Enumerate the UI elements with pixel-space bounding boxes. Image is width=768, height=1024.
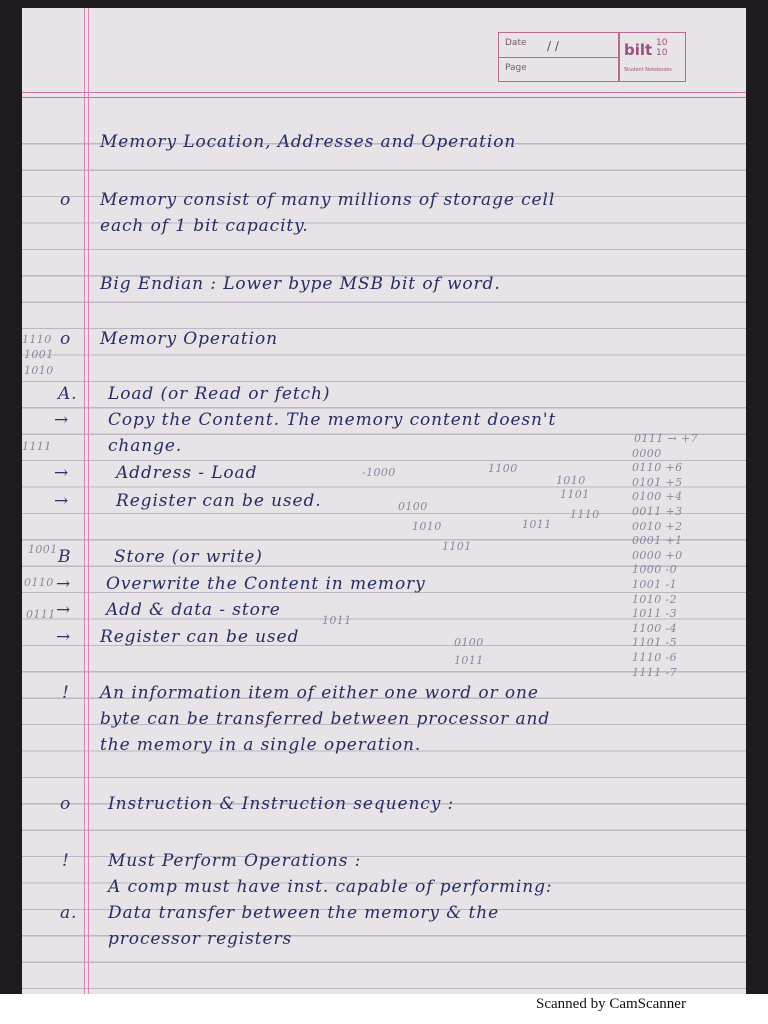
note-marker: → bbox=[54, 410, 70, 430]
binary-table-row: 0011 +3 bbox=[632, 505, 683, 518]
binary-table-row: 1011 -3 bbox=[632, 607, 678, 621]
note-marker: o bbox=[60, 794, 72, 814]
note-line: byte can be transferred between processor and bbox=[100, 709, 551, 729]
note-line: Add & data - store bbox=[106, 600, 281, 620]
note-line: the memory in a single operation. bbox=[100, 735, 422, 755]
note-line: Must Perform Operations : bbox=[108, 851, 362, 871]
binary-table-row: 0010 +2 bbox=[632, 519, 683, 533]
scanner-border-top bbox=[0, 0, 768, 8]
note-line: Address - Load bbox=[116, 463, 258, 483]
note-marker: B bbox=[58, 547, 72, 567]
margin-binary-note: 1001 bbox=[28, 543, 58, 556]
brand-tag: 10 10 bbox=[656, 38, 668, 58]
scanner-border-right bbox=[746, 0, 768, 994]
note-line: Overwrite the Content in memory bbox=[106, 574, 426, 594]
binary-table-row: 0100 +4 bbox=[632, 490, 683, 504]
binary-table-row: 1000 -0 bbox=[632, 563, 678, 577]
note-line: Instruction & Instruction sequency : bbox=[108, 794, 455, 814]
scratch-binary-note: 1101 bbox=[442, 540, 472, 553]
header-rule-2 bbox=[22, 97, 746, 98]
note-marker: → bbox=[56, 600, 72, 620]
margin-binary-note: 1110 bbox=[22, 333, 52, 346]
brand-name: bilt bbox=[624, 41, 653, 59]
note-line: each of 1 bit capacity. bbox=[100, 216, 309, 236]
note-marker: A. bbox=[58, 384, 78, 404]
note-line: Load (or Read or fetch) bbox=[108, 384, 331, 404]
scanner-watermark: Scanned by CamScanner bbox=[536, 996, 686, 1012]
margin-binary-note: 0111 bbox=[26, 608, 56, 621]
scratch-binary-note: 0100 bbox=[454, 636, 484, 649]
brand-subtitle: Student Notebooks bbox=[624, 67, 672, 73]
note-line: A comp must have inst. capable of performing: bbox=[108, 877, 553, 897]
note-marker: a. bbox=[60, 903, 78, 923]
binary-table-row: 1001 -1 bbox=[632, 578, 678, 591]
binary-table-row: 1010 -2 bbox=[632, 592, 678, 606]
margin-binary-note: 1010 bbox=[24, 364, 54, 377]
note-marker: → bbox=[54, 463, 70, 483]
scratch-binary-note: 1010 bbox=[412, 520, 442, 533]
note-line: processor registers bbox=[108, 929, 293, 949]
page-label: Page bbox=[505, 63, 527, 73]
note-line: Big Endian : Lower bype MSB bit of word. bbox=[100, 274, 501, 294]
note-marker: o bbox=[60, 190, 72, 210]
header-rule-1 bbox=[22, 92, 746, 93]
note-line: Copy the Content. The memory content doesn't bbox=[108, 410, 557, 430]
binary-table-row: 0000 bbox=[632, 446, 662, 460]
note-line: Memory Operation bbox=[100, 329, 278, 349]
scratch-binary-note: 1010 bbox=[556, 474, 586, 487]
note-marker: → bbox=[56, 627, 72, 647]
note-marker: ! bbox=[62, 683, 70, 703]
binary-table-row: 1110 -6 bbox=[632, 651, 678, 664]
scratch-binary-note: 0100 bbox=[398, 500, 428, 513]
note-line: Data transfer between the memory & the bbox=[108, 903, 500, 923]
margin-binary-note: 1111 bbox=[22, 440, 52, 453]
binary-table-row: 0101 +5 bbox=[632, 475, 683, 489]
note-line: Register can be used. bbox=[116, 491, 322, 511]
note-line: Memory consist of many millions of storage cell bbox=[100, 190, 556, 210]
note-line: change. bbox=[108, 436, 183, 456]
binary-table-row: 0000 +0 bbox=[632, 548, 683, 562]
brand-logo bbox=[618, 32, 686, 82]
binary-table-row: 0110 +6 bbox=[632, 461, 683, 475]
scratch-binary-note: 1011 bbox=[322, 614, 352, 627]
note-line: An information item of either one word or one bbox=[100, 683, 539, 703]
binary-table-row: 1101 -5 bbox=[632, 636, 678, 650]
binary-table-row: 0001 +1 bbox=[632, 534, 683, 548]
margin-binary-note: 1001 bbox=[24, 348, 54, 361]
note-marker: → bbox=[56, 574, 72, 594]
scratch-binary-note: 1100 bbox=[488, 462, 518, 475]
margin-binary-note: 0110 bbox=[24, 576, 54, 589]
note-marker: o bbox=[60, 329, 72, 349]
binary-table-row: 0111 → +7 bbox=[634, 432, 699, 445]
date-page-box bbox=[498, 32, 620, 82]
note-marker: → bbox=[54, 491, 70, 511]
scratch-binary-note: 1101 bbox=[560, 488, 590, 501]
scratch-binary-note: 1011 bbox=[522, 518, 552, 531]
note-line: Register can be used bbox=[100, 627, 300, 647]
note-line: Store (or write) bbox=[114, 547, 263, 567]
scratch-binary-note: 1110 bbox=[570, 508, 600, 521]
notebook-page bbox=[22, 8, 746, 994]
date-label: Date bbox=[505, 38, 527, 48]
scratch-binary-note: 1011 bbox=[454, 654, 484, 667]
binary-table-row: 1111 -7 bbox=[632, 665, 678, 679]
page-title: Memory Location, Addresses and Operation bbox=[100, 132, 517, 152]
date-value: / / bbox=[547, 39, 559, 53]
binary-table-row: 1100 -4 bbox=[632, 621, 678, 635]
scratch-binary-note: -1000 bbox=[362, 466, 396, 479]
scanner-border-left bbox=[0, 0, 22, 994]
note-marker: ! bbox=[62, 851, 70, 871]
